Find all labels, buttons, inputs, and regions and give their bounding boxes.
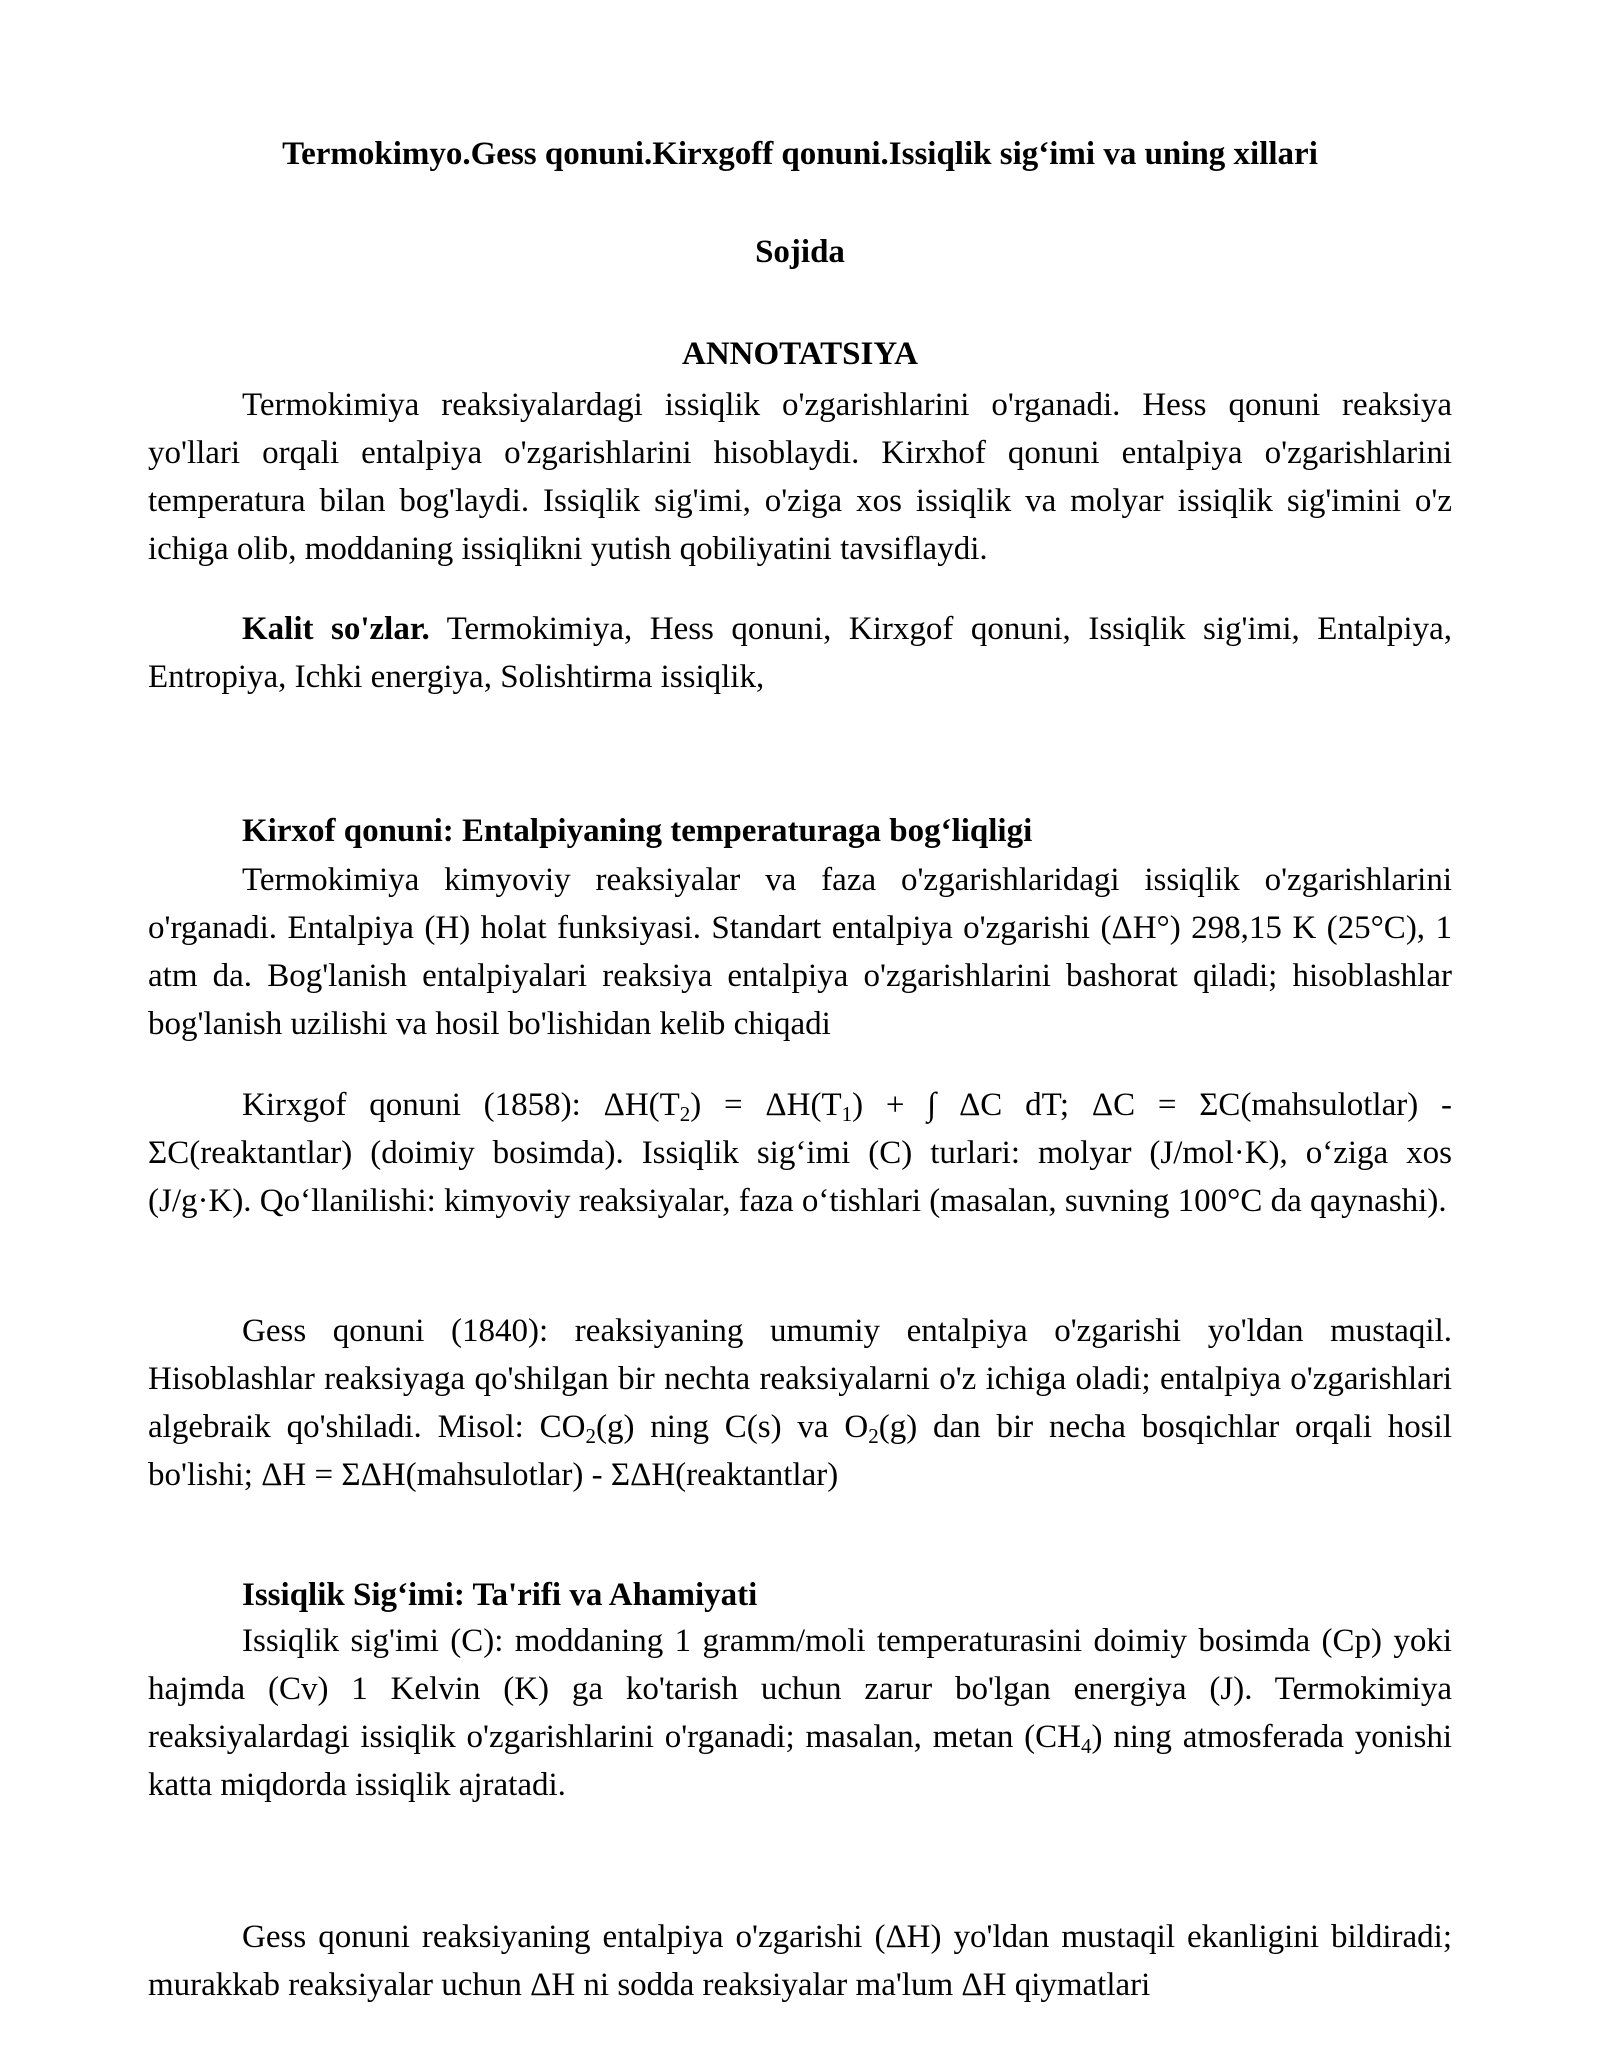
document-title: Termokimyo.Gess qonuni.Kirxgoff qonuni.Issiqlik sig‘imi va uning xillari bbox=[282, 136, 1318, 172]
heat-capacity-paragraph: Issiqlik sig'imi (C): moddaning 1 gramm/moli temperaturasini doimiy bosimda (Cp) yoki hajmda (Cv) 1 Kelvin (K) ga ko'tarish uchun zarur bo'lgan energiya (J). Termokimiya reaksiyalardagi issiqlik o'zgarishlarini o'rganadi; masalan, metan $(CH_4)$ ning atmosferada yonishi katta miqdorda issiqlik ajratadi. bbox=[148, 1623, 1452, 1803]
gess-law-paragraph: Gess qonuni (1840): reaksiyaning umumiy entalpiya o'zgarishi yo'ldan mustaqil. Hisoblashlar reaksiyaga qo'shilgan bir nechta reaksiyalarni o'z ichiga oladi; entalpiya o'zgarishlari algebraik qo'shiladi. Misol: $CO_2(g)$ ning C(s) va $O_2(g)$ dan bir necha bosqichlar orqali hosil bo'lishi; ΔH = ΣΔH(mahsulotlar) - ΣΔH(reaktantlar) bbox=[148, 1313, 1452, 1493]
annotation-paragraph: Termokimiya reaksiyalardagi issiqlik o'zgarishlarini o'rganadi. Hess qonuni reaksiya yo'llari orqali entalpiya o'zgarishlarini hisoblaydi. Kirxhof qonuni entalpiya o'zgarishlarini temperatura bilan bog'laydi. Issiqlik sig'imi, o'ziga xos issiqlik va molyar issiqlik sig'imini o'z ichiga olib, moddaning issiqlikni yutish qobiliyatini tavsiflaydi. bbox=[148, 387, 1452, 567]
thermochemistry-paragraph: Termokimiya kimyoviy reaksiyalar va faza o'zgarishlaridagi issiqlik o'zgarishlarini o'rganadi. Entalpiya (H) holat funksiyasi. Standart entalpiya o'zgarishi (ΔH°) 298,15 K (25°C), 1 atm da. Bog'lanish entalpiyalari reaksiya entalpiya o'zgarishlarini bashorat qiladi; hisoblashlar bog'lanish uzilishi va hosil bo'lishidan kelib chiqadi bbox=[148, 862, 1452, 1042]
keywords-paragraph bbox=[148, 605, 1452, 701]
author-name: Sojida bbox=[755, 234, 845, 270]
annotation-heading: ANNOTATSIYA bbox=[682, 336, 918, 372]
gess-summary-paragraph: Gess qonuni reaksiyaning entalpiya o'zgarishi (ΔH) yo'ldan mustaqil ekanligini bildiradi; murakkab reaksiyalar uchun ΔH ni sodda reaksiyalar ma'lum ΔH qiymatlari bbox=[148, 1919, 1452, 2003]
section-heading-heat-capacity: Issiqlik Sig‘imi: Ta'rifi va Ahamiyati bbox=[242, 1577, 758, 1613]
keywords-text: Termokimiya, Hess qonuni, Kirxgof qonuni, Issiqlik sig'imi, Entalpiya, Entropiya, Ichki energiya, Solishtirma issiqlik, bbox=[148, 611, 1452, 695]
kirxgof-law-paragraph: Kirxgof qonuni (1858): $\Delta H(T_2) = \Delta H(T_1)$ + ∫ ΔC dT; ΔC = ΣC(mahsulotlar) - ΣC(reaktantlar) (doimiy bosimda). Issiqlik sig‘imi (C) turlari: molyar (J/mol·K), o‘ziga xos (J/g·K). Qo‘llanilishi: kimyoviy reaksiyalar, faza o‘tishlari (masalan, suvning 100°C da qaynashi). bbox=[148, 1087, 1452, 1219]
section-heading-kirxof: Kirxof qonuni: Entalpiyaning temperaturaga bog‘liqligi bbox=[242, 813, 1033, 849]
keywords-label: Kalit so'zlar. bbox=[242, 611, 430, 647]
